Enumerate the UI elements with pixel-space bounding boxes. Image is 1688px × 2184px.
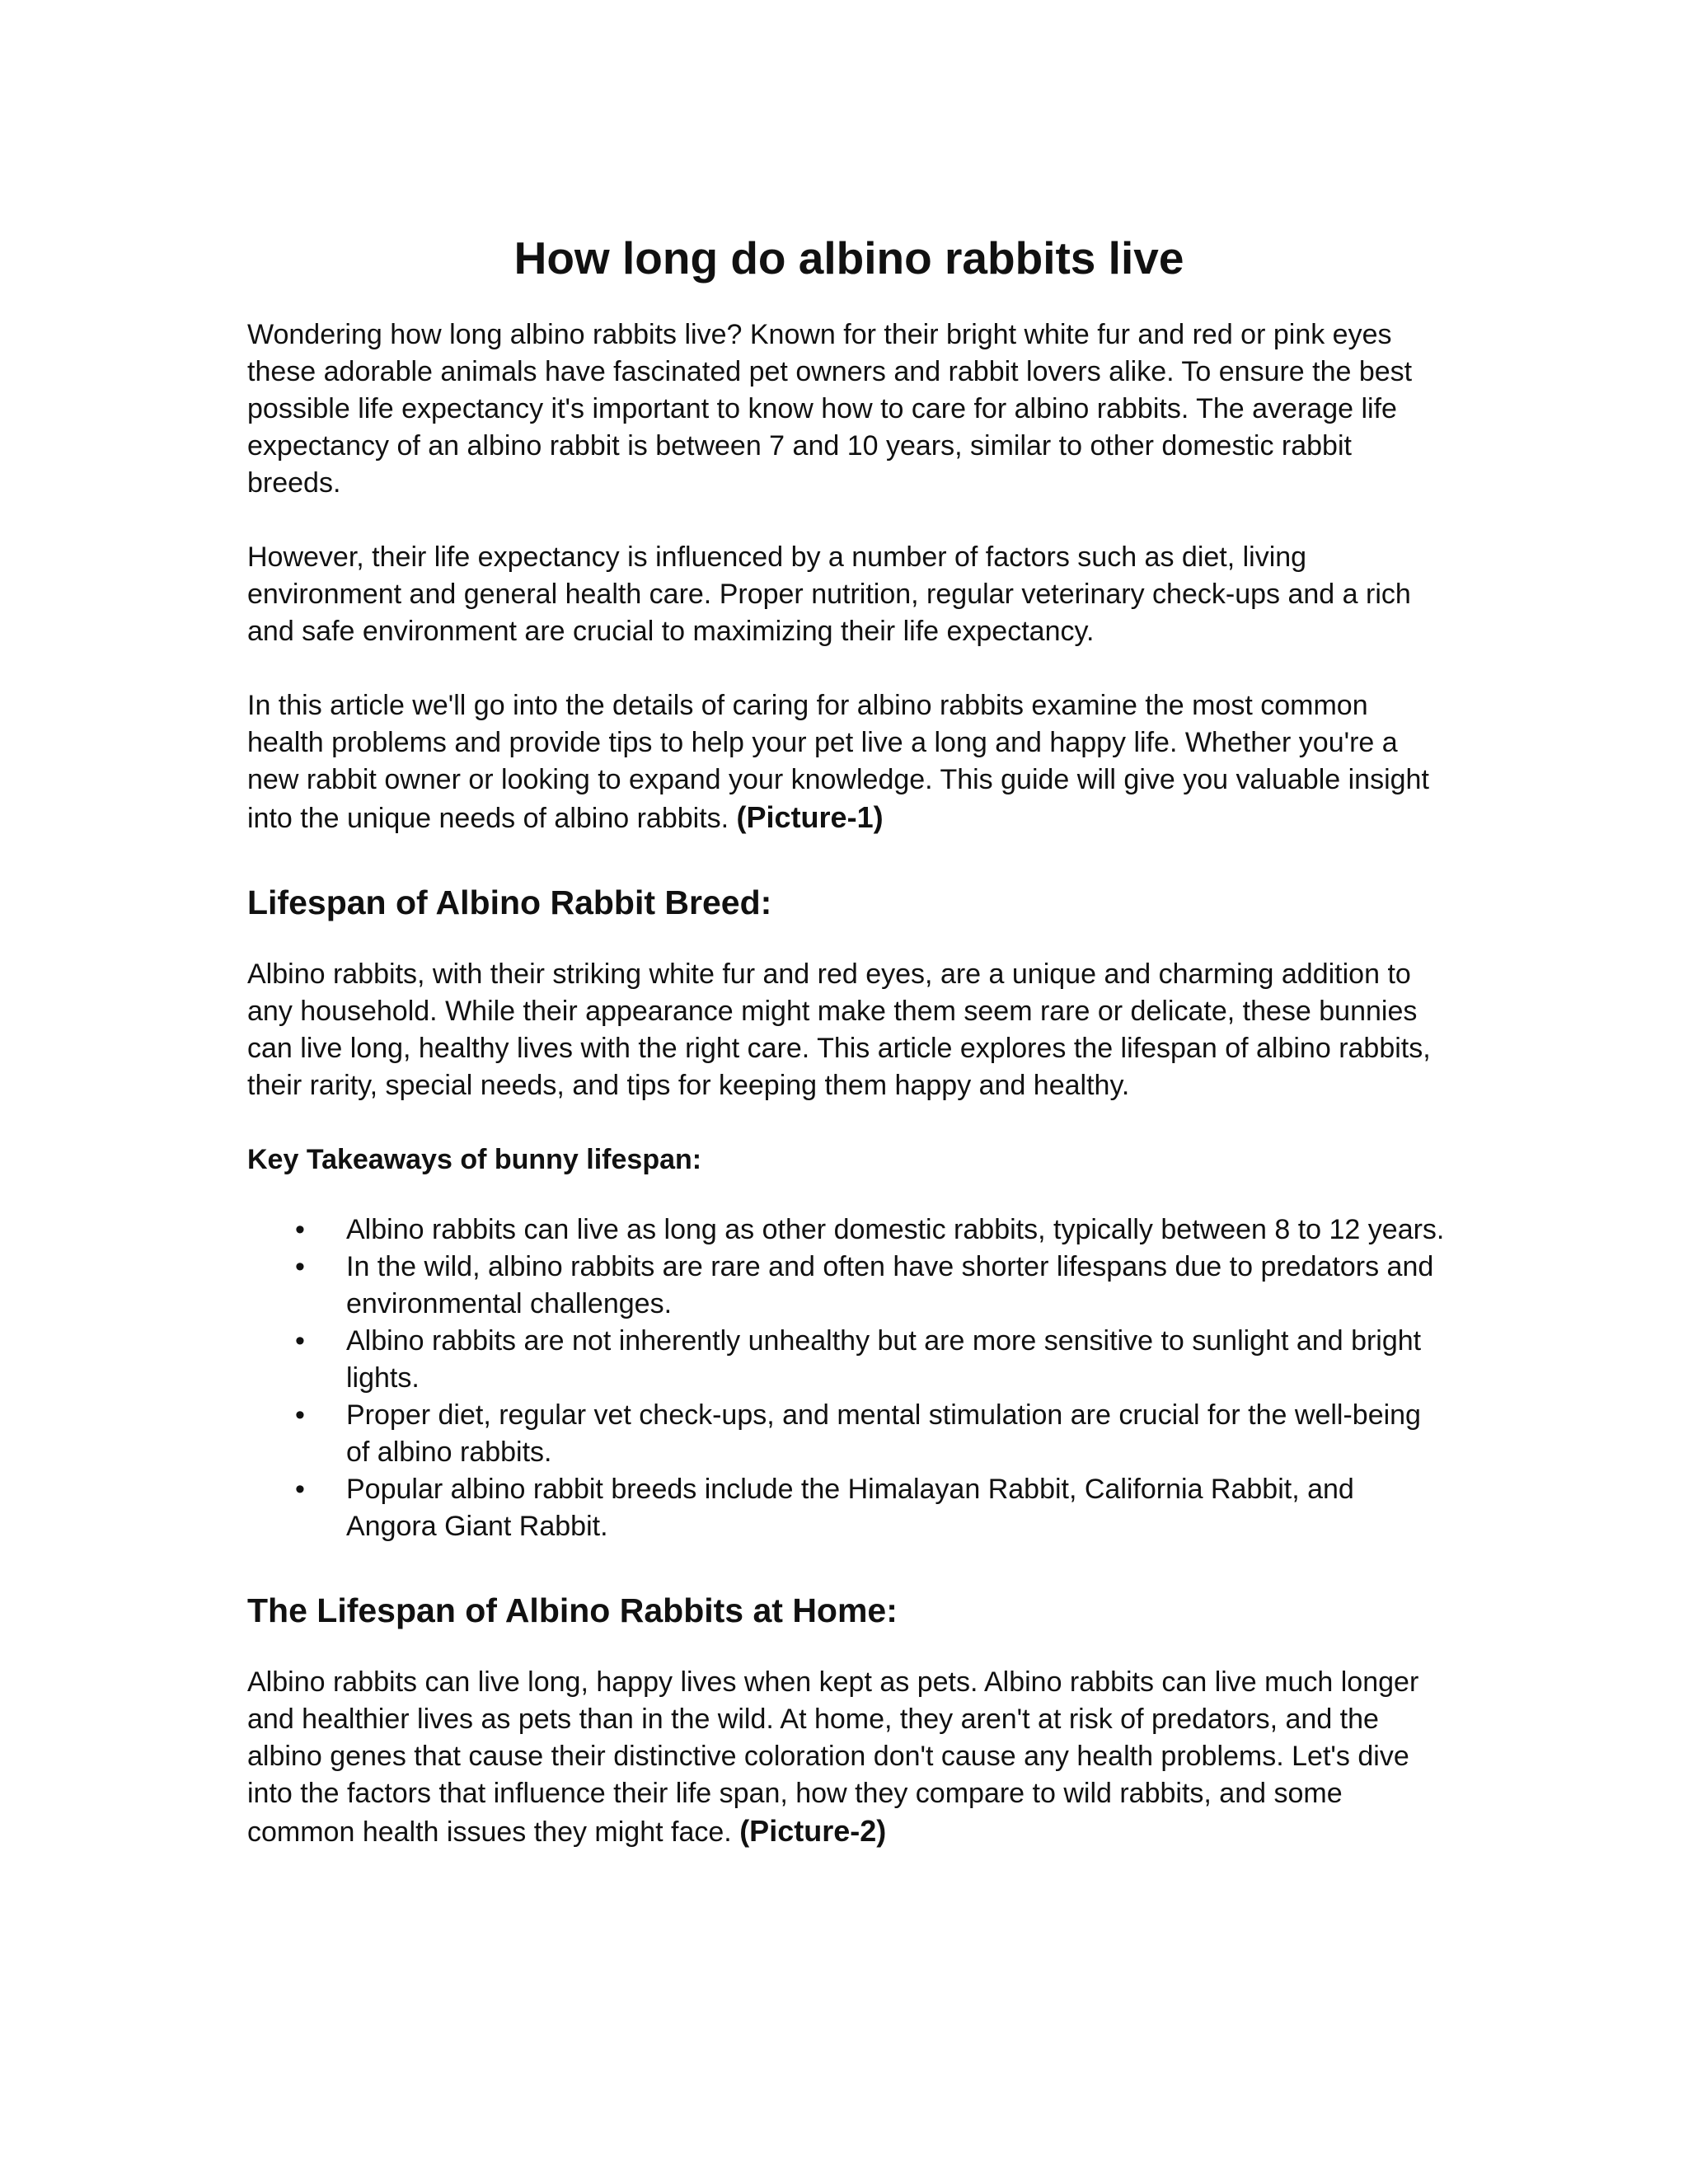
intro-paragraph-3: [247, 687, 1451, 837]
list-item: [247, 1212, 1451, 1249]
intro-paragraph-1: Wondering how long albino rabbits live? Known for their bright white fur and red or pink eyes these adorable animals have fascinated pet owners and rabbit lovers alike. To ensure the best possible life expectancy it's important to know how to care for albino rabbits. The average life expectancy of an albino rabbit is between 7 and 10 years, similar to other domestic rabbit breeds.: [247, 319, 1413, 499]
list-item-text: Albino rabbits are not inherently unhealthy but are more sensitive to sunlight and bright lights.: [346, 1325, 1422, 1394]
breed-lifespan-paragraph: Albino rabbits, with their striking white fur and red eyes, are a unique and charming addition to any household. While their appearance might make them seem rare or delicate, these bunnies can live long, healthy lives with the right care. This article explores the lifespan of albino rabbits, their rarity, special needs, and tips for keeping them happy and healthy.: [247, 958, 1431, 1102]
intro-paragraph-3-text: In this article we'll go into the details of caring for albino rabbits examine the most common health problems and provide tips to help your pet live a long and happy life. Whether you're a new rabbit owner or looking to expand your knowledge. This guide will give you valuable insight into the unique needs of albino rabbits.: [247, 690, 1429, 834]
list-item: [247, 1397, 1451, 1471]
list-item: [247, 1471, 1451, 1545]
section-heading-breed-lifespan: Lifespan of Albino Rabbit Breed:: [247, 883, 772, 921]
intro-paragraph-2: However, their life expectancy is influenced by a number of factors such as diet, living environment and general health care. Proper nutrition, regular veterinary check-ups and a rich and safe environment are crucial to maximizing their life expectancy.: [247, 541, 1411, 647]
list-item-text: Popular albino rabbit breeds include the Himalayan Rabbit, California Rabbit, and Angora Giant Rabbit.: [346, 1474, 1354, 1543]
picture-reference-1: (Picture-1): [736, 800, 884, 834]
list-item: [247, 1323, 1451, 1397]
list-item-text: Albino rabbits can live as long as other domestic rabbits, typically between 8 to 12 years.: [346, 1214, 1445, 1246]
document-title: How long do albino rabbits live: [513, 232, 1184, 284]
home-lifespan-paragraph: [247, 1664, 1451, 1851]
key-takeaways-list: [247, 1212, 1451, 1545]
section-heading-home-lifespan: The Lifespan of Albino Rabbits at Home:: [247, 1591, 898, 1630]
list-item: [247, 1249, 1451, 1323]
list-item-text: Proper diet, regular vet check-ups, and mental stimulation are crucial for the well-being of albino rabbits.: [346, 1399, 1421, 1469]
picture-reference-2: (Picture-2): [739, 1814, 887, 1849]
bullet-icon: •: [295, 1251, 305, 1283]
key-takeaways-heading: Key Takeaways of bunny lifespan:: [247, 1144, 702, 1176]
bullet-icon: •: [295, 1399, 305, 1432]
bullet-icon: •: [295, 1474, 305, 1506]
bullet-icon: •: [295, 1325, 305, 1357]
list-item-text: In the wild, albino rabbits are rare and often have shorter lifespans due to predators and environmental challenges.: [346, 1251, 1434, 1320]
home-lifespan-paragraph-text: Albino rabbits can live long, happy lives when kept as pets. Albino rabbits can live much longer and healthier lives as pets than in the wild. At home, they aren't at risk of predators, and the albino genes that cause their distinctive coloration don't cause any health problems. Let's dive into the factors that influence their life span, how they compare to wild rabbits, and some common health issues they might face.: [247, 1666, 1419, 1849]
document-page: [247, 231, 1451, 1888]
bullet-icon: •: [295, 1214, 305, 1246]
